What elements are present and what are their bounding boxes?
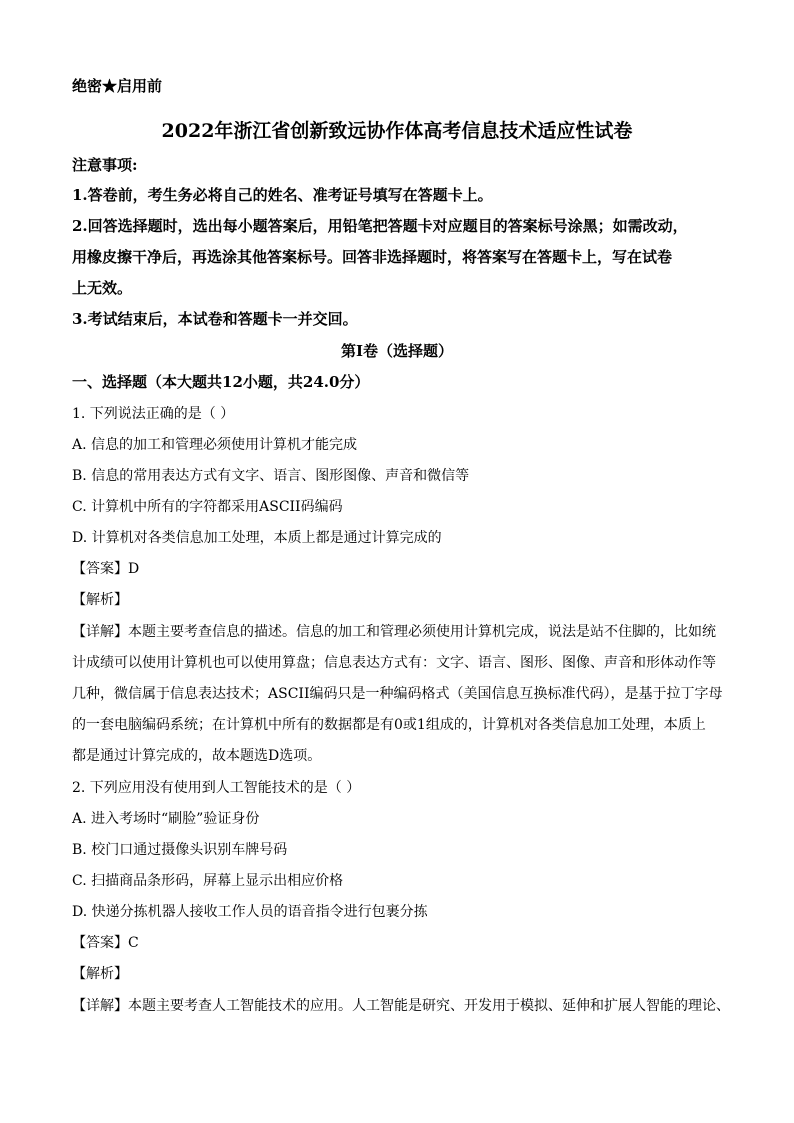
note-line-2: 2.回答选择题时，选出每小题答案后，用铅笔把答题卡对应题目的答案标号涂黑；如需改动， — [72, 217, 688, 235]
detail-text: 本题主要考查人工智能技术的应用。人工智能是研究、开发用于模拟、延伸和扩展人智能的理论、 — [128, 998, 730, 1014]
question-1-option-b: B. 信息的常用表达方式有文字、语言、图形图像、声音和微信等 — [72, 468, 470, 484]
question-1-stem: 1. 下列说法正确的是（ ） — [72, 406, 235, 422]
question-1-option-c: C. 计算机中所有的字符都采用ASCII码编码 — [72, 499, 343, 515]
question-2-option-c: C. 扫描商品条形码，屏幕上显示出相应价格 — [72, 873, 344, 889]
question-2-option-b: B. 校门口通过摄像头识别车牌号码 — [72, 842, 288, 858]
note-line-5: 3.考试结束后，本试卷和答题卡一并交回。 — [72, 310, 358, 328]
question-1-detail-line-5: 都是通过计算完成的，故本题选D选项。 — [72, 748, 322, 764]
question-2-option-a: A. 进入考场时“刷脸”验证身份 — [72, 811, 260, 827]
question-2-analysis-label: 【解析】 — [72, 966, 128, 982]
answer-label: 【答案】 — [72, 561, 128, 577]
exam-title: 2022年浙江省创新致远协作体高考信息技术适应性试卷 — [161, 120, 633, 142]
confidential-mark: 绝密★启用前 — [72, 77, 163, 95]
answer-value: D — [128, 561, 140, 577]
question-1-answer — [72, 558, 139, 578]
note-line-4: 上无效。 — [72, 279, 133, 297]
detail-text: 本题主要考查信息的描述。信息的加工和管理必须使用计算机完成，说法是站不住脚的，比如统 — [128, 624, 716, 640]
question-2-answer — [72, 932, 139, 952]
section-title: 第I卷（选择题） — [340, 342, 454, 360]
answer-label: 【答案】 — [72, 935, 128, 951]
question-1-option-a: A. 信息的加工和管理必须使用计算机才能完成 — [72, 437, 358, 453]
detail-label: 【详解】 — [72, 624, 128, 640]
question-1-analysis-label: 【解析】 — [72, 592, 128, 608]
question-2-stem: 2. 下列应用没有使用到人工智能技术的是（ ） — [72, 780, 361, 796]
question-1-detail-line-4: 的一套电脑编码系统；在计算机中所有的数据都是有0或1组成的，计算机对各类信息加工处理，本质上 — [72, 717, 706, 733]
answer-value: C — [128, 935, 139, 951]
section-heading: 一、选择题（本大题共12小题，共24.0分） — [72, 373, 370, 391]
question-2-detail-line-1 — [72, 995, 730, 1015]
question-2-option-d: D. 快递分拣机器人接收工作人员的语音指令进行包裹分拣 — [72, 904, 428, 920]
question-1-detail-line-1 — [72, 621, 716, 641]
note-line-3: 用橡皮擦干净后，再选涂其他答案标号。回答非选择题时，将答案写在答题卡上，写在试卷 — [72, 248, 673, 266]
question-1-detail-line-2: 计成绩可以使用计算机也可以使用算盘；信息表达方式有：文字、语言、图形、图像、声音和形体动作等 — [72, 655, 716, 671]
question-1-detail-line-3: 几种，微信属于信息表达技术；ASCII编码只是一种编码格式（美国信息互换标准代码），是基于拉丁字母 — [72, 686, 723, 702]
question-1-option-d: D. 计算机对各类信息加工处理，本质上都是通过计算完成的 — [72, 530, 442, 546]
notes-heading: 注意事项: — [72, 156, 138, 174]
detail-label: 【详解】 — [72, 998, 128, 1014]
note-line-1: 1.答卷前，考生务必将自己的姓名、准考证号填写在答题卡上。 — [72, 186, 493, 204]
